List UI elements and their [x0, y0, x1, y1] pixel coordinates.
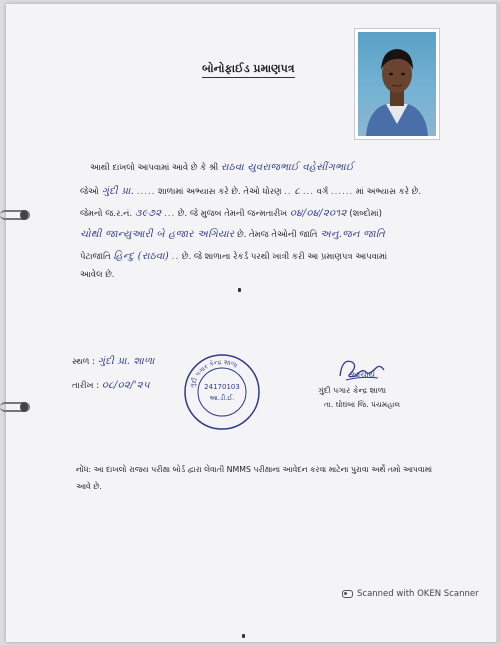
date-row — [72, 380, 150, 391]
ink-mark-bottom — [242, 634, 245, 638]
line3-prefix: જેમનો જ.ર.નં. — [80, 209, 133, 219]
scanner-label: Scanned with OKEN Scanner — [357, 589, 479, 599]
line-4 — [80, 229, 385, 240]
taluka-district: તા. ઘોઘંબા જિ. પંચમહાલ — [324, 400, 401, 409]
note-label: નોંધ: — [76, 465, 92, 474]
line2-dots: ..... — [136, 187, 156, 197]
line3-mid: છે. જે મુજબ તેમની જન્મતારીખ — [177, 209, 288, 219]
line5-suffix: છે. જે શાળાના રેકર્ડ પરથી ખાત્રી કરી આ પ્રમાણપત્ર આપવામાં — [181, 252, 388, 262]
place-row — [72, 356, 155, 367]
line5-dots: .. — [171, 252, 180, 262]
line4-mid: છે. તેમજ તેઓની જાતિ — [237, 230, 318, 240]
line-6: આવેલ છે. — [80, 270, 115, 280]
seal-inner-text: આ.ડી.ઈ. — [209, 394, 235, 402]
dob-in-words: ચોથી જાન્યુઆરી બે હજાર અગિયાર — [80, 229, 235, 240]
seal-arc-text: ગુંદી પગાર કેન્દ્ર શાળા — [188, 357, 239, 389]
line3-dots: ... — [164, 209, 176, 219]
line3-suffix: (શબ્દોમાં) — [349, 209, 382, 219]
line1-prefix: આથી દાખલો આપવામાં આવે છે કે શ્રી — [90, 163, 219, 173]
line2-mid: શાળામાં અભ્યાસ કરે છે. તેઓ ધોરણ — [158, 187, 282, 197]
scanner-watermark — [342, 589, 479, 599]
seal-code: 24170103 — [204, 383, 240, 391]
certificate-page — [6, 4, 499, 642]
principal-title: આચાર્ય — [350, 370, 376, 379]
date-value: ૦૮/૦૨/'૨૫ — [101, 380, 150, 391]
standard-value: ૮ — [294, 186, 301, 197]
footnote — [76, 461, 436, 495]
binder-ring-bottom — [0, 402, 30, 412]
caste-value: અનુ.જન જાતિ — [320, 229, 386, 240]
line2-suffix: માં અભ્યાસ કરે છે. — [355, 187, 422, 197]
line5-prefix: પેટાજાતિ — [80, 252, 111, 262]
certificate-title: બોનોફાઈડ પ્રમાણપત્ર — [202, 62, 295, 78]
date-label: તારીખ : — [72, 381, 100, 391]
registration-number: ૩૯૭૨ — [134, 208, 162, 219]
place-label: સ્થળ : — [72, 357, 95, 367]
school-seal-stamp — [182, 352, 262, 432]
principal-signature-block — [306, 354, 396, 390]
student-name: રાઠવા યુવરાજભાઈ વહેસીંગભાઈ — [220, 162, 354, 173]
line-2 — [80, 186, 421, 197]
student-portrait — [358, 32, 436, 136]
line-1 — [90, 162, 354, 173]
line-5 — [80, 251, 387, 262]
school-name-signature: ગુંદી પગાર કેન્દ્ર શાળા — [318, 386, 387, 395]
scanner-logo-icon — [342, 590, 353, 598]
line2-prefix: જેઓ — [80, 187, 99, 197]
line2-mid2: વર્ગ — [316, 187, 329, 197]
date-of-birth: ૦૪/૦૪/૨૦૧૨ — [289, 208, 347, 219]
subcaste-value: હિન્દુ (રાઠવા) — [113, 251, 170, 262]
ink-mark — [238, 288, 241, 292]
line2-dots-d: ...... — [330, 187, 354, 197]
school-name-handwritten: ગુંદી પ્રા. — [101, 186, 135, 197]
note-text: આ દાખલો રાજય પરીક્ષા બોર્ડ દ્વારા લેવાતી NMMS પરીક્ષાના આવેદન કરવા માટેના પુરાવા અર્થે તમો આપવામાં આવે છે. — [76, 465, 433, 491]
binder-ring-top — [0, 210, 30, 220]
student-photo — [354, 28, 440, 140]
line-3 — [80, 208, 382, 219]
line2-dots-b: .. — [284, 187, 292, 197]
line2-dots-c: ... — [302, 187, 314, 197]
place-value: ગુંદી પ્રા. શાળા — [97, 356, 155, 367]
